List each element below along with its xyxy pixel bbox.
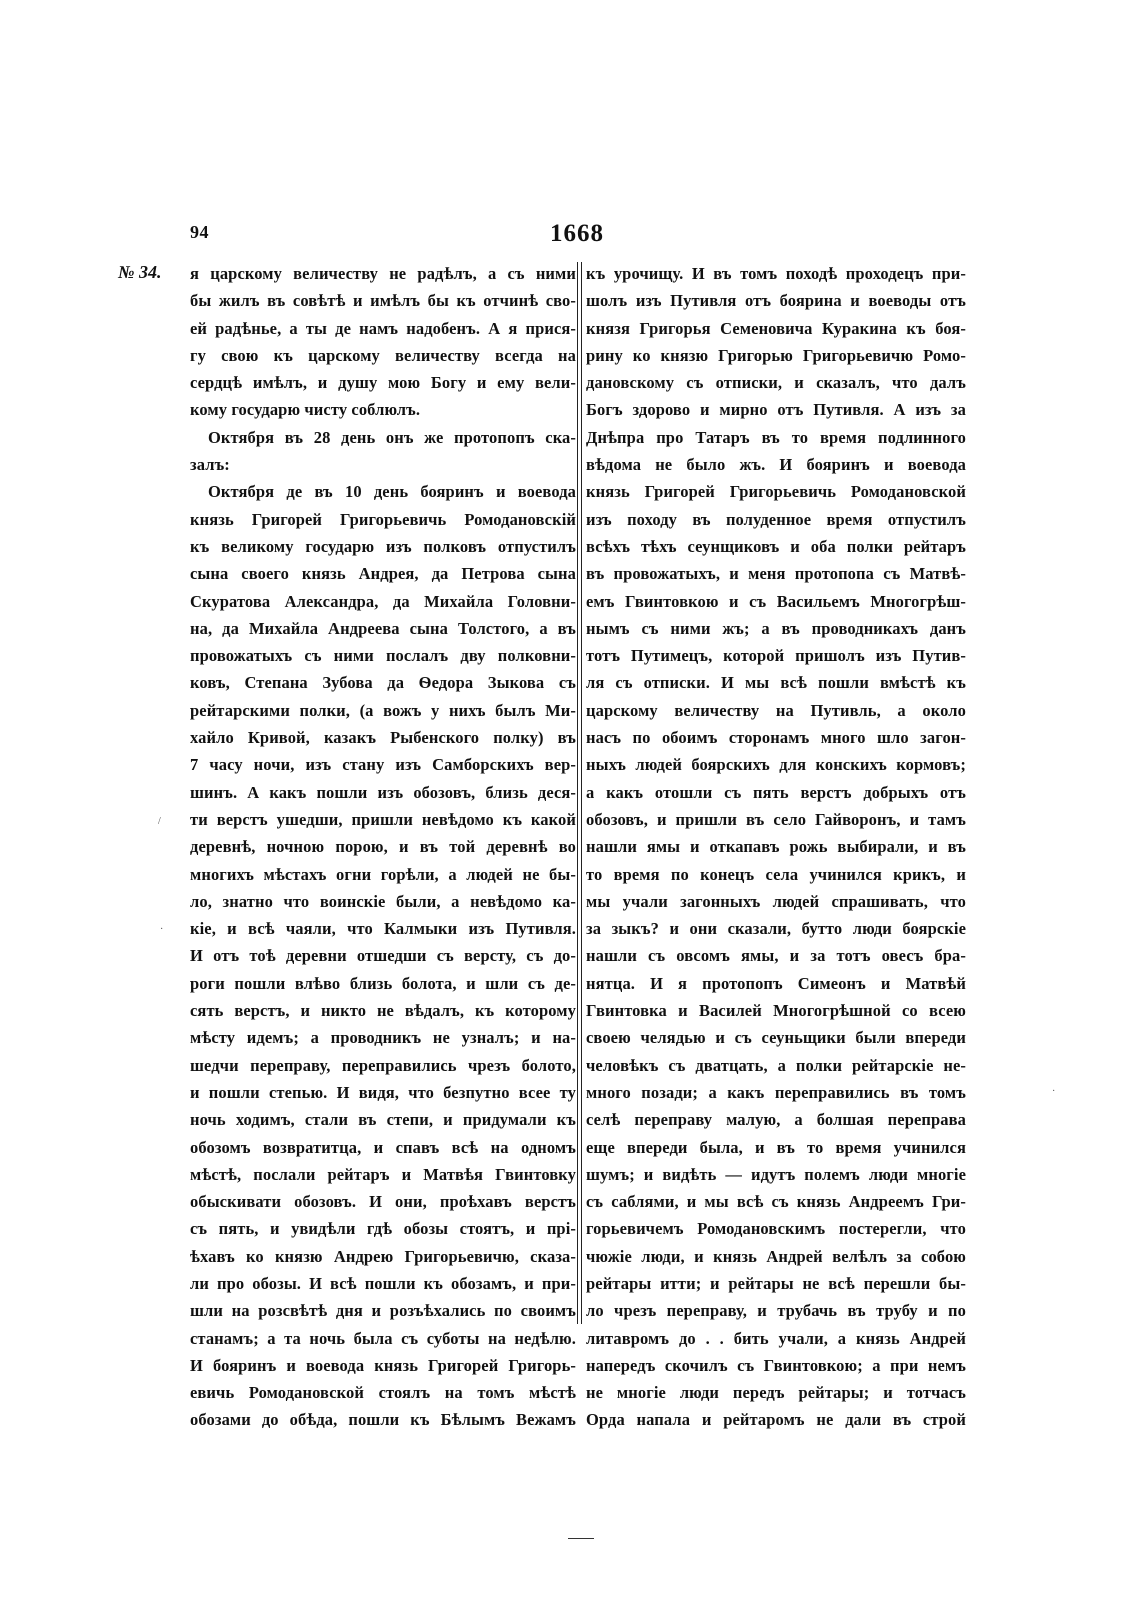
text-line: рину ко князю Григорью Григорьевичю Ромо- [586, 345, 966, 365]
page-number: 94 [190, 222, 209, 242]
text-line: мы учали загонныхъ людей спрашивать, что [586, 891, 966, 911]
text-line: я царскому величеству не радѣлъ, а съ ними [190, 264, 576, 283]
text-line: то время по конецъ села учинился крикъ, и [586, 864, 966, 884]
text-line: евичь Ромодановской стоялъ на томъ мѣстѣ [190, 1383, 576, 1403]
text-line: и пошли степью. И видя, что безпутно всее ту [190, 1082, 576, 1102]
text-line: тотъ Путимецъ, которой пришолъ изъ Путив- [586, 646, 966, 666]
page-year-heading: 1668 [550, 220, 604, 247]
stray-mark: · [1052, 1086, 1056, 1097]
text-line: нымъ съ ними жъ; а въ проводникахъ данъ [586, 618, 966, 638]
text-line: Днѣпра про Татаръ въ то время подлинного [586, 427, 966, 447]
text-line: насъ по обоимъ сторонамъ много шло загон- [586, 728, 966, 748]
text-line: князь Григорей Григорьевичь Ромодановской [586, 482, 966, 502]
text-line: рейтарскими полки, (а вожъ у нихъ былъ Ми- [190, 700, 576, 720]
text-line: въ провожатыхъ, и меня протопопа съ Матвѣ- [586, 564, 966, 584]
text-line: кіе, и всѣ чаяли, что Калмыки изъ Путивля. [190, 919, 576, 939]
text-line: И бояринъ и воевода князь Григорей Григорь- [190, 1355, 576, 1375]
column-divider [577, 262, 582, 1324]
text-line: обыскивати обозовъ. И они, проѣхавъ верстъ [190, 1192, 576, 1212]
text-line: напередъ скочилъ съ Гвинтовкою; а при немъ [586, 1355, 966, 1375]
text-line: къ великому государю изъ полковъ отпустилъ [190, 536, 576, 556]
text-line: сердцѣ имѣлъ, и душу мою Богу и ему вели- [190, 373, 576, 393]
text-line: Скуратова Александра, да Михайла Головни- [190, 591, 576, 611]
text-line: шли на розсвѣтѣ дня и розъѣхались по своимъ [190, 1301, 576, 1321]
text-line: на, да Михайла Андреева сына Толстого, а въ [190, 618, 576, 638]
text-line: деревнѣ, ночною порою, и въ той деревнѣ во [190, 837, 576, 857]
text-line: Октября въ 28 день онъ же протопопъ ска- [208, 427, 576, 447]
text-line: нятца. И я протопопъ Симеонъ и Матвѣй [586, 973, 966, 993]
stray-mark: · [160, 924, 164, 935]
text-line: изъ походу въ полуденное время отпустилъ [586, 509, 966, 529]
text-line: обозомъ возвратитца, и спавъ всѣ на одномъ [190, 1137, 576, 1157]
stray-mark: / [158, 816, 161, 827]
text-line: шинъ. А какъ пошли изъ обозовъ, близь деся- [190, 782, 576, 802]
text-line: шолъ изъ Путивля отъ боярина и воеводы отъ [586, 291, 966, 311]
text-line: ночь ходимъ, стали въ степи, и придумали къ [190, 1110, 576, 1130]
right-text-column [586, 260, 966, 1434]
text-line: литавромъ до . . бить учали, а князь Андрей [586, 1328, 966, 1348]
text-line: за зыкъ? и они сказали, бутто люди боярскіе [586, 919, 966, 939]
text-line: чюжіе люди, и князь Андрей велѣлъ за собою [586, 1246, 966, 1266]
text-line: человѣкъ съ дватцать, а полки рейтарскіе не- [586, 1055, 966, 1075]
text-line: рейтары итти; и рейтары не всѣ перешли бы- [586, 1273, 966, 1293]
text-line: съ пять, и увидѣли гдѣ обозы стоятъ, и прі- [190, 1219, 576, 1239]
text-line: ей радѣнье, а ты де намъ надобенъ. А я прися- [190, 318, 576, 338]
text-line: Гвинтовка и Василей Многогрѣшной со всею [586, 1001, 966, 1021]
text-line: Октября де въ 10 день бояринъ и воевода [208, 482, 576, 502]
text-line: ѣхавъ ко князю Андрею Григорьевичю, сказа- [190, 1246, 576, 1266]
text-line: ти верстъ ушедши, пришли невѣдомо къ какой [190, 809, 576, 829]
text-line: обозовъ, и пришли въ село Гайворонъ, и тамъ [586, 809, 966, 829]
text-line: ковъ, Степана Зубова да Ѳедора Зыкова съ [190, 673, 576, 693]
text-line: роги пошли влѣво близь болота, и шли съ де- [190, 973, 576, 993]
text-line: вѣдома не было жъ. И бояринъ и воевода [586, 455, 966, 475]
document-number-marker: № 34. [118, 262, 162, 282]
text-line: Богъ здорово и мирно отъ Путивля. А изъ за [586, 400, 966, 420]
text-line: емъ Гвинтовкою и съ Васильемъ Многогрѣш- [586, 591, 966, 611]
text-line: своею челядью и съ сеуньщики были впереди [586, 1028, 966, 1048]
text-line: обозами до обѣда, пошли къ Бѣлымъ Вежамъ [190, 1410, 576, 1430]
text-line: станамъ; а та ночь была съ суботы на недѣлю. [190, 1328, 576, 1348]
text-line: хайло Кривой, казакъ Рыбенского полку) въ [190, 728, 576, 748]
footer-rule [568, 1538, 594, 1539]
text-line: 7 часу ночи, изъ стану изъ Самборскихъ вер- [190, 755, 576, 775]
text-line: И отъ тоѣ деревни отшедши съ версту, съ до- [190, 946, 576, 966]
text-line: шумъ; и видѣть — идутъ полемъ люди многіе [586, 1164, 966, 1184]
text-line: ныхъ людей боярскихъ для конскихъ кормовъ; [586, 755, 966, 775]
text-line: князь Григорей Григорьевичь Ромодановскій [190, 509, 576, 529]
text-line: ля съ отписки. И мы всѣ пошли вмѣстѣ къ [586, 673, 966, 693]
text-line: царскому величеству на Путивль, а около [586, 700, 966, 720]
text-line: дановскому съ отписки, и сказалъ, что далъ [586, 373, 966, 393]
text-line: кому государю чисту соблюлъ. [190, 400, 421, 420]
text-line: ло, знатно что воинскіе были, а невѣдомо ка- [190, 891, 576, 911]
text-line: селѣ переправу малую, а болшая переправа [586, 1110, 966, 1130]
text-line: Орда напала и рейтаромъ не дали въ строй [586, 1410, 966, 1430]
text-line: мѣстѣ, послали рейтаръ и Матвѣя Гвинтовку [190, 1164, 576, 1184]
text-line: а какъ отошли съ пять верстъ добрыхъ отъ [586, 782, 966, 802]
text-line: много позади; а какъ переправились въ томъ [586, 1082, 966, 1102]
text-line: многихъ мѣстахъ огни горѣли, а людей не бы- [190, 864, 576, 884]
text-line: гу свою къ царскому величеству всегда на [190, 345, 576, 365]
text-line: всѣхъ тѣхъ сеунщиковъ и оба полки рейтаръ [586, 536, 966, 556]
text-line: князя Григорья Семеновича Куракина къ боя- [586, 318, 966, 338]
left-text-column [190, 260, 576, 1434]
text-line: ли про обозы. И всѣ пошли къ обозамъ, и при- [190, 1273, 576, 1293]
text-line: съ саблями, и мы всѣ съ князь Андреемъ Гри- [586, 1192, 966, 1212]
text-line: провожатыхъ съ ними послалъ дву полковни- [190, 646, 576, 666]
text-line: не многіе люди передъ рейтары; и тотчасъ [586, 1383, 966, 1403]
text-line: горьевичемъ Ромодановскимъ постерегли, что [586, 1219, 966, 1239]
text-line: сять верстъ, и никто не вѣдалъ, къ которому [190, 1001, 576, 1021]
text-line: къ урочищу. И въ томъ походѣ проходецъ при- [586, 264, 966, 283]
text-line: шедчи переправу, переправились чрезъ болото, [190, 1055, 576, 1075]
text-line: залъ: [190, 455, 230, 475]
text-line: мѣсту идемъ; а проводникъ не узналъ; и на- [190, 1028, 576, 1048]
text-line: сына своего князь Андрея, да Петрова сына [190, 564, 576, 584]
text-line: нашли съ овсомъ ямы, и за тотъ овесъ бра- [586, 946, 966, 966]
text-line: нашли ямы и откапавъ рожь выбирали, и въ [586, 837, 966, 857]
text-line: бы жилъ въ совѣтѣ и имѣлъ бы къ отчинѣ сво- [190, 291, 576, 311]
text-line: еще впереди была, и въ то время учинился [586, 1137, 966, 1157]
text-line: ло чрезъ переправу, и трубачь въ трубу и по [586, 1301, 966, 1321]
